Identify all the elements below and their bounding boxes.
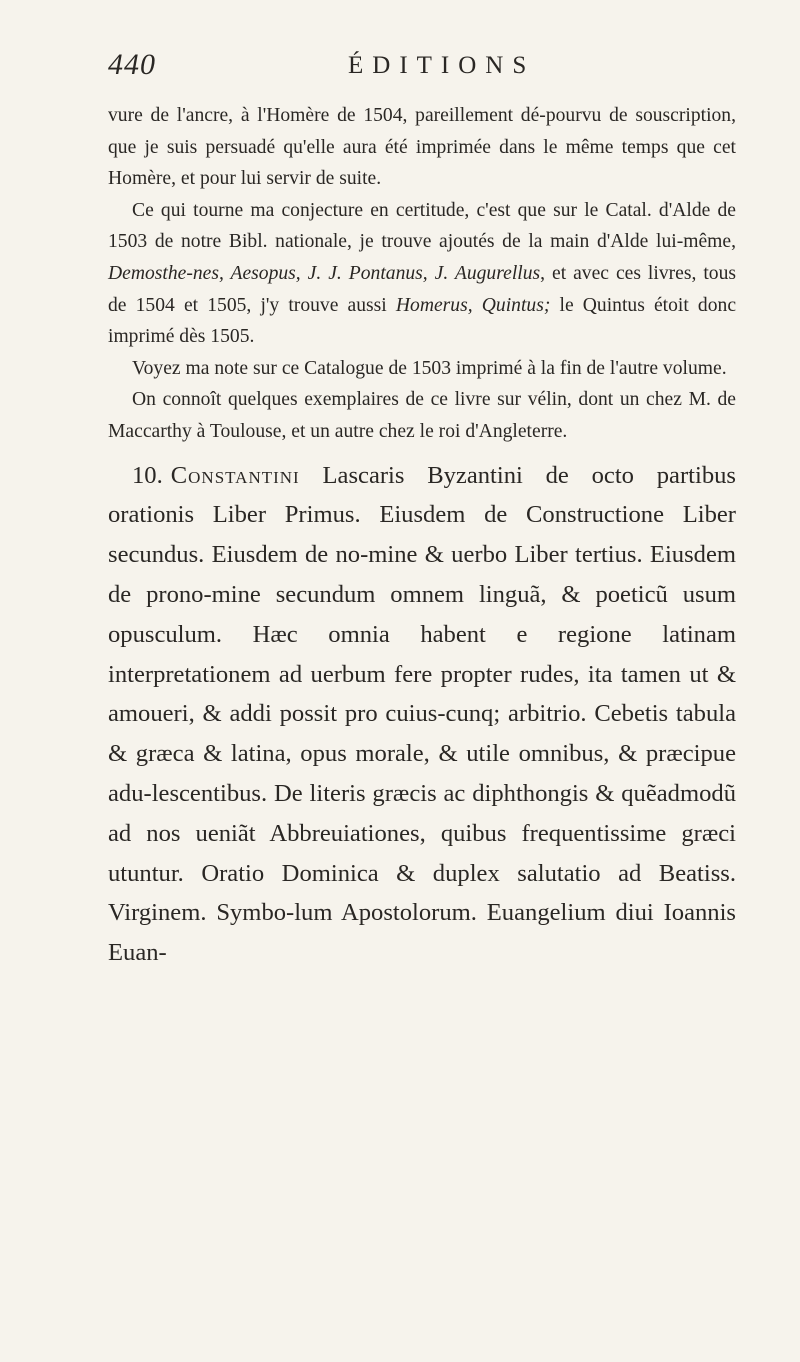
entry-text: Lascaris Byzantini de octo partibus orationis Liber Primus. Eiusdem de Constructione Liber secundus. Eiusdem de no-mine & uerbo Liber tertius. Eiusdem de prono-mine secundum omnem linguã, & poeticũ usum opusculum. Hæc omnia habent e regione latinam interpretationem ad uerbum fere propter rudes, ita tamen ut & amoueri, & addi possit pro cuius-cunq; arbitrio. Cebetis tabula & græca & latina, opus morale, & utile omnibus, & præcipue adu-lescentibus. De literis græcis ac diphthongis & quẽadmodũ ad nos ueniãt Abbreuiationes, quibus frequentissime græci utuntur. Oratio Dominica & duplex salutatio ad Beatiss. Virginem. Symbo-lum Apostolorum. Euangelium diui Ioannis Euan- [108, 461, 736, 967]
running-head: ÉDITIONS [348, 52, 536, 79]
page-number: 440 [108, 48, 156, 81]
paragraph-copies: On connoît quelques exemplaires de ce livre sur vélin, dont un chez M. de Maccarthy à Toulouse, et un autre chez le roi d'Angleterre. [108, 389, 736, 442]
paragraph-text: Ce qui tourne ma conjecture en certitude, c'est que sur le Catal. d'Alde de 1503 de notre Bibl. nationale, je trouve ajoutés de la main d'Alde lui-même, [108, 199, 736, 253]
entry-number: 10. [132, 461, 163, 489]
paragraph-conjecture [108, 195, 736, 353]
body-text [108, 100, 736, 973]
paragraph-text: le Quintus étoit donc imprimé dès 1505. [108, 294, 737, 348]
catalogue-entry [108, 456, 736, 973]
paragraph-text: , et avec ces livres, tous de 1504 et 1505, j'y trouve aussi [108, 262, 736, 316]
italic-titles: Homerus, Quintus; [395, 294, 551, 316]
italic-titles: Demosthe-nes, Aesopus, J. J. Pontanus, J. Augurellus [108, 262, 541, 284]
page-header [108, 48, 708, 88]
paragraph-continued: vure de l'ancre, à l'Homère de 1504, pareillement dé-pourvu de souscription, que je suis persuadé qu'elle aura été imprimée dans le même temps que cet Homère, et pour lui servir de suite. [108, 105, 736, 190]
paragraph-note: Voyez ma note sur ce Catalogue de 1503 imprimé à la fin de l'autre volume. [132, 357, 727, 379]
entry-author: Constantini [170, 461, 300, 489]
